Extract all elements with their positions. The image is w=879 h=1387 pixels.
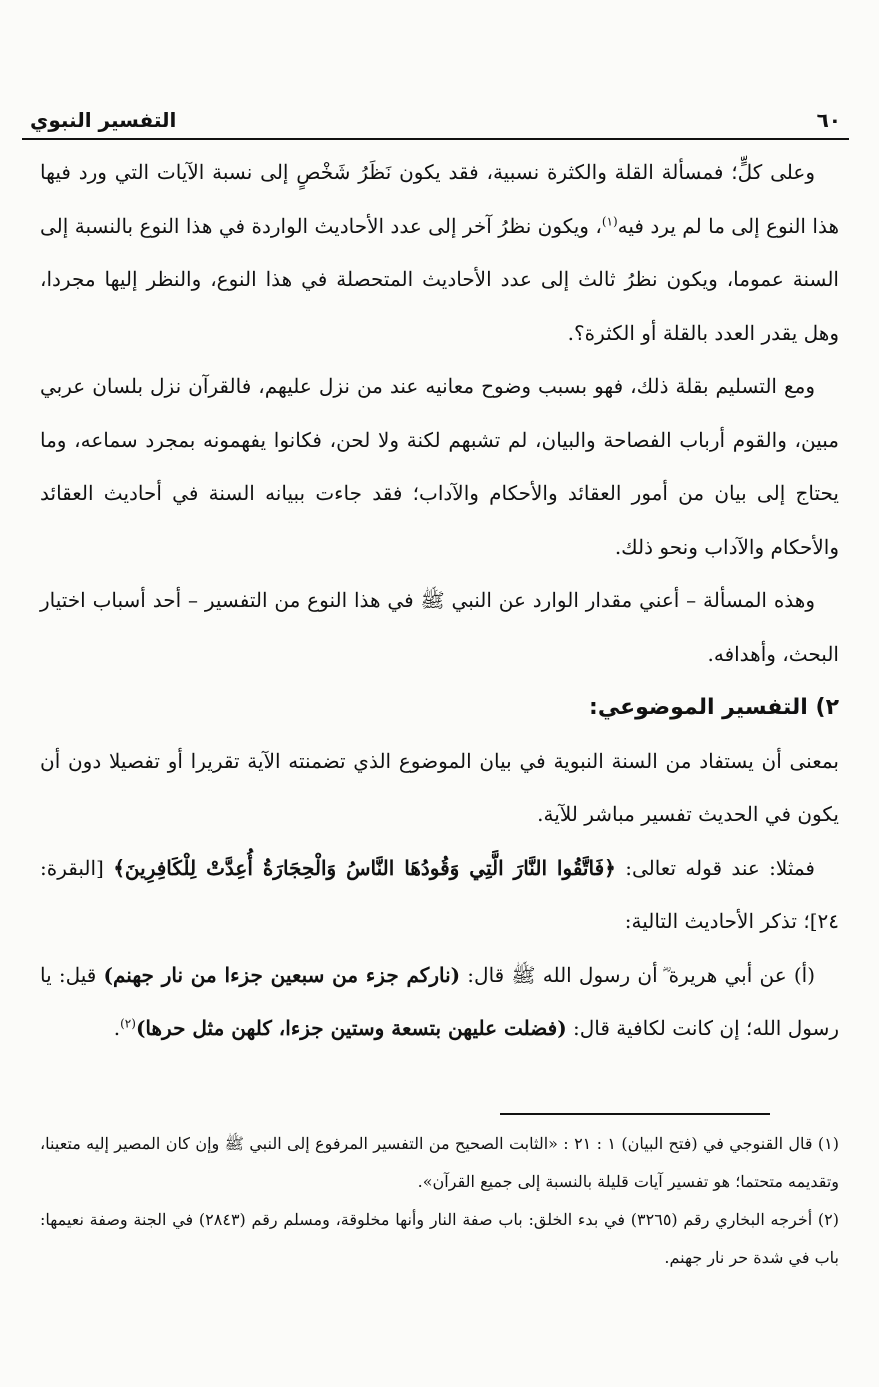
paragraph-5-tail: [البقرة: ٢٤]؛ تذكر الأحاديث التالية:	[40, 855, 839, 933]
paragraph-1	[40, 146, 839, 360]
section-heading: ٢) التفسير الموضوعي:	[589, 695, 839, 720]
paragraph-2: ومع التسليم بقلة ذلك، فهو بسبب وضوح معانيه عند من نزل عليهم، فالقرآن نزل بلسان عربي مبين، والقوم أرباب الفصاحة والبيان، لم تشبهم لكنة ولا لحن، فكانوا يفهمونه بمجرد سماعه، وما يحتاج إلى بيان من أمور العقائد والأحكام والآداب؛ فقد جاءت ببيانه السنة في أحاديث العقائد والأحكام والآداب ونحو ذلك.	[40, 374, 839, 559]
footnotes	[40, 1125, 839, 1277]
paragraph-6-lead: (أ) عن أبي هريرة ؓ أن رسول الله ﷺ قال:	[460, 962, 815, 987]
hadith-quote-2: (فضلت عليهن بتسعة وستين جزءا، كلهن مثل حرها)	[135, 1016, 567, 1040]
page-header	[22, 102, 849, 140]
paragraph-3: وهذه المسألة – أعني مقدار الوارد عن النبي ﷺ في هذا النوع من التفسير – أحد أسباب اختيار البحث، وأهدافه.	[40, 588, 839, 666]
paragraph-1-rest: ، ويكون نظرُ آخر إلى عدد الأحاديث الواردة في هذا النوع بالنسبة إلى السنة عموما، ويكون نظرُ ثالث إلى عدد الأحاديث المتحصلة في هذا النوع، والنظر إليها مجردا، وهل يقدر العدد بالقلة أو الكثرة؟.	[40, 213, 839, 345]
running-title: التفسير النبوي	[30, 108, 177, 132]
footnote-divider	[500, 1113, 770, 1115]
paragraph-6	[40, 949, 839, 1056]
page-number: ٦٠	[816, 108, 841, 132]
footnote-ref-1: (١)	[601, 213, 618, 228]
footnote-2: (٢) أخرجه البخاري رقم (٣٢٦٥) في بدء الخلق: باب صفة النار وأنها مخلوقة، ومسلم رقم (٢٨٤٣) في الجنة وصفة نعيمها: باب في شدة حر نار جهنم.	[40, 1210, 840, 1267]
footnote-1: (١) قال القنوجي في (فتح البيان) ١ : ٢١ : «الثابت الصحيح من التفسير المرفوع إلى النبي ﷺ وإن كان المصير إليه متعينا، وتقديمه متحتما؛ هو تفسير آيات قليلة بالنسبة إلى جميع القرآن».	[40, 1134, 840, 1191]
paragraph-6-end: .	[113, 1016, 121, 1040]
quran-verse: ﴿فَاتَّقُوا النَّارَ الَّتِي وَقُودُهَا النَّاسُ وَالْحِجَارَةُ أُعِدَّتْ لِلْكَافِرِينَ﴾	[113, 855, 616, 880]
paragraph-6-mid: قيل: يا رسول الله؛ إن كانت لكافية قال:	[40, 962, 839, 1040]
paragraph-1-text: وعلى كلٍّ؛ فمسألة القلة والكثرة نسبية، فقد يكون نَظَرُ شَخْصٍ إلى نسبة الآيات التي ورد فيها هذا النوع إلى ما لم يرد فيه	[40, 160, 839, 238]
paragraph-5-lead: فمثلا: عند قوله تعالى:	[615, 855, 815, 880]
hadith-quote-1: (ناركم جزء من سبعين جزءا من نار جهنم)	[103, 962, 461, 987]
body-text	[40, 146, 839, 1056]
footnote-ref-2: (٢)	[120, 1016, 136, 1031]
paragraph-5	[40, 842, 839, 949]
paragraph-4: بمعنى أن يستفاد من السنة النبوية في بيان الموضوع الذي تضمنته الآية تقريرا أو تفصيلا دون أن يكون في الحديث تفسير مباشر للآية.	[40, 748, 839, 826]
